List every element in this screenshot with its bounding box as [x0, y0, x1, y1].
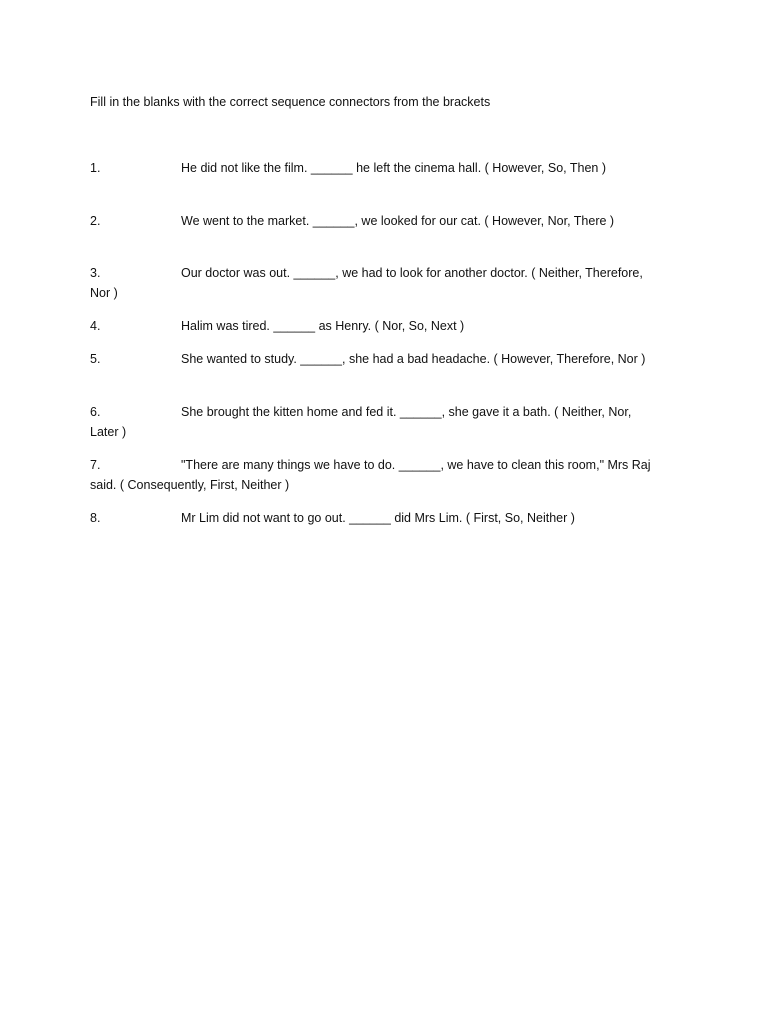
question-text-continued: Nor ) [90, 286, 118, 300]
question-number: 6. [90, 405, 101, 419]
instruction-text: Fill in the blanks with the correct sequence connectors from the brackets [90, 95, 491, 109]
question-text: "There are many things we have to do. ______, we have to clean this room," Mrs Raj [181, 458, 651, 472]
question-1 [90, 158, 670, 178]
question-text: Halim was tired. ______ as Henry. ( Nor, So, Next ) [181, 319, 465, 333]
question-5 [90, 349, 670, 369]
question-text-continued: said. ( Consequently, First, Neither ) [90, 478, 290, 492]
question-4 [90, 316, 670, 336]
question-number: 8. [90, 511, 101, 525]
question-7 [90, 455, 670, 495]
question-number: 4. [90, 319, 101, 333]
question-2 [90, 211, 670, 231]
question-text: She wanted to study. ______, she had a bad headache. ( However, Therefore, Nor ) [181, 352, 646, 366]
question-number: 5. [90, 352, 101, 366]
question-8 [90, 508, 670, 528]
question-text: He did not like the film. ______ he left the cinema hall. ( However, So, Then ) [181, 161, 606, 175]
question-3 [90, 263, 670, 303]
question-text: Our doctor was out. ______, we had to look for another doctor. ( Neither, Therefore, [181, 266, 643, 280]
question-text-continued: Later ) [90, 425, 127, 439]
question-number: 7. [90, 458, 101, 472]
question-number: 1. [90, 161, 101, 175]
question-number: 3. [90, 266, 101, 280]
question-number: 2. [90, 214, 101, 228]
question-6 [90, 402, 670, 442]
question-text: We went to the market. ______, we looked for our cat. ( However, Nor, There ) [181, 214, 615, 228]
question-text: She brought the kitten home and fed it. ______, she gave it a bath. ( Neither, Nor, [181, 405, 632, 419]
question-text: Mr Lim did not want to go out. ______ did Mrs Lim. ( First, So, Neither ) [181, 511, 575, 525]
